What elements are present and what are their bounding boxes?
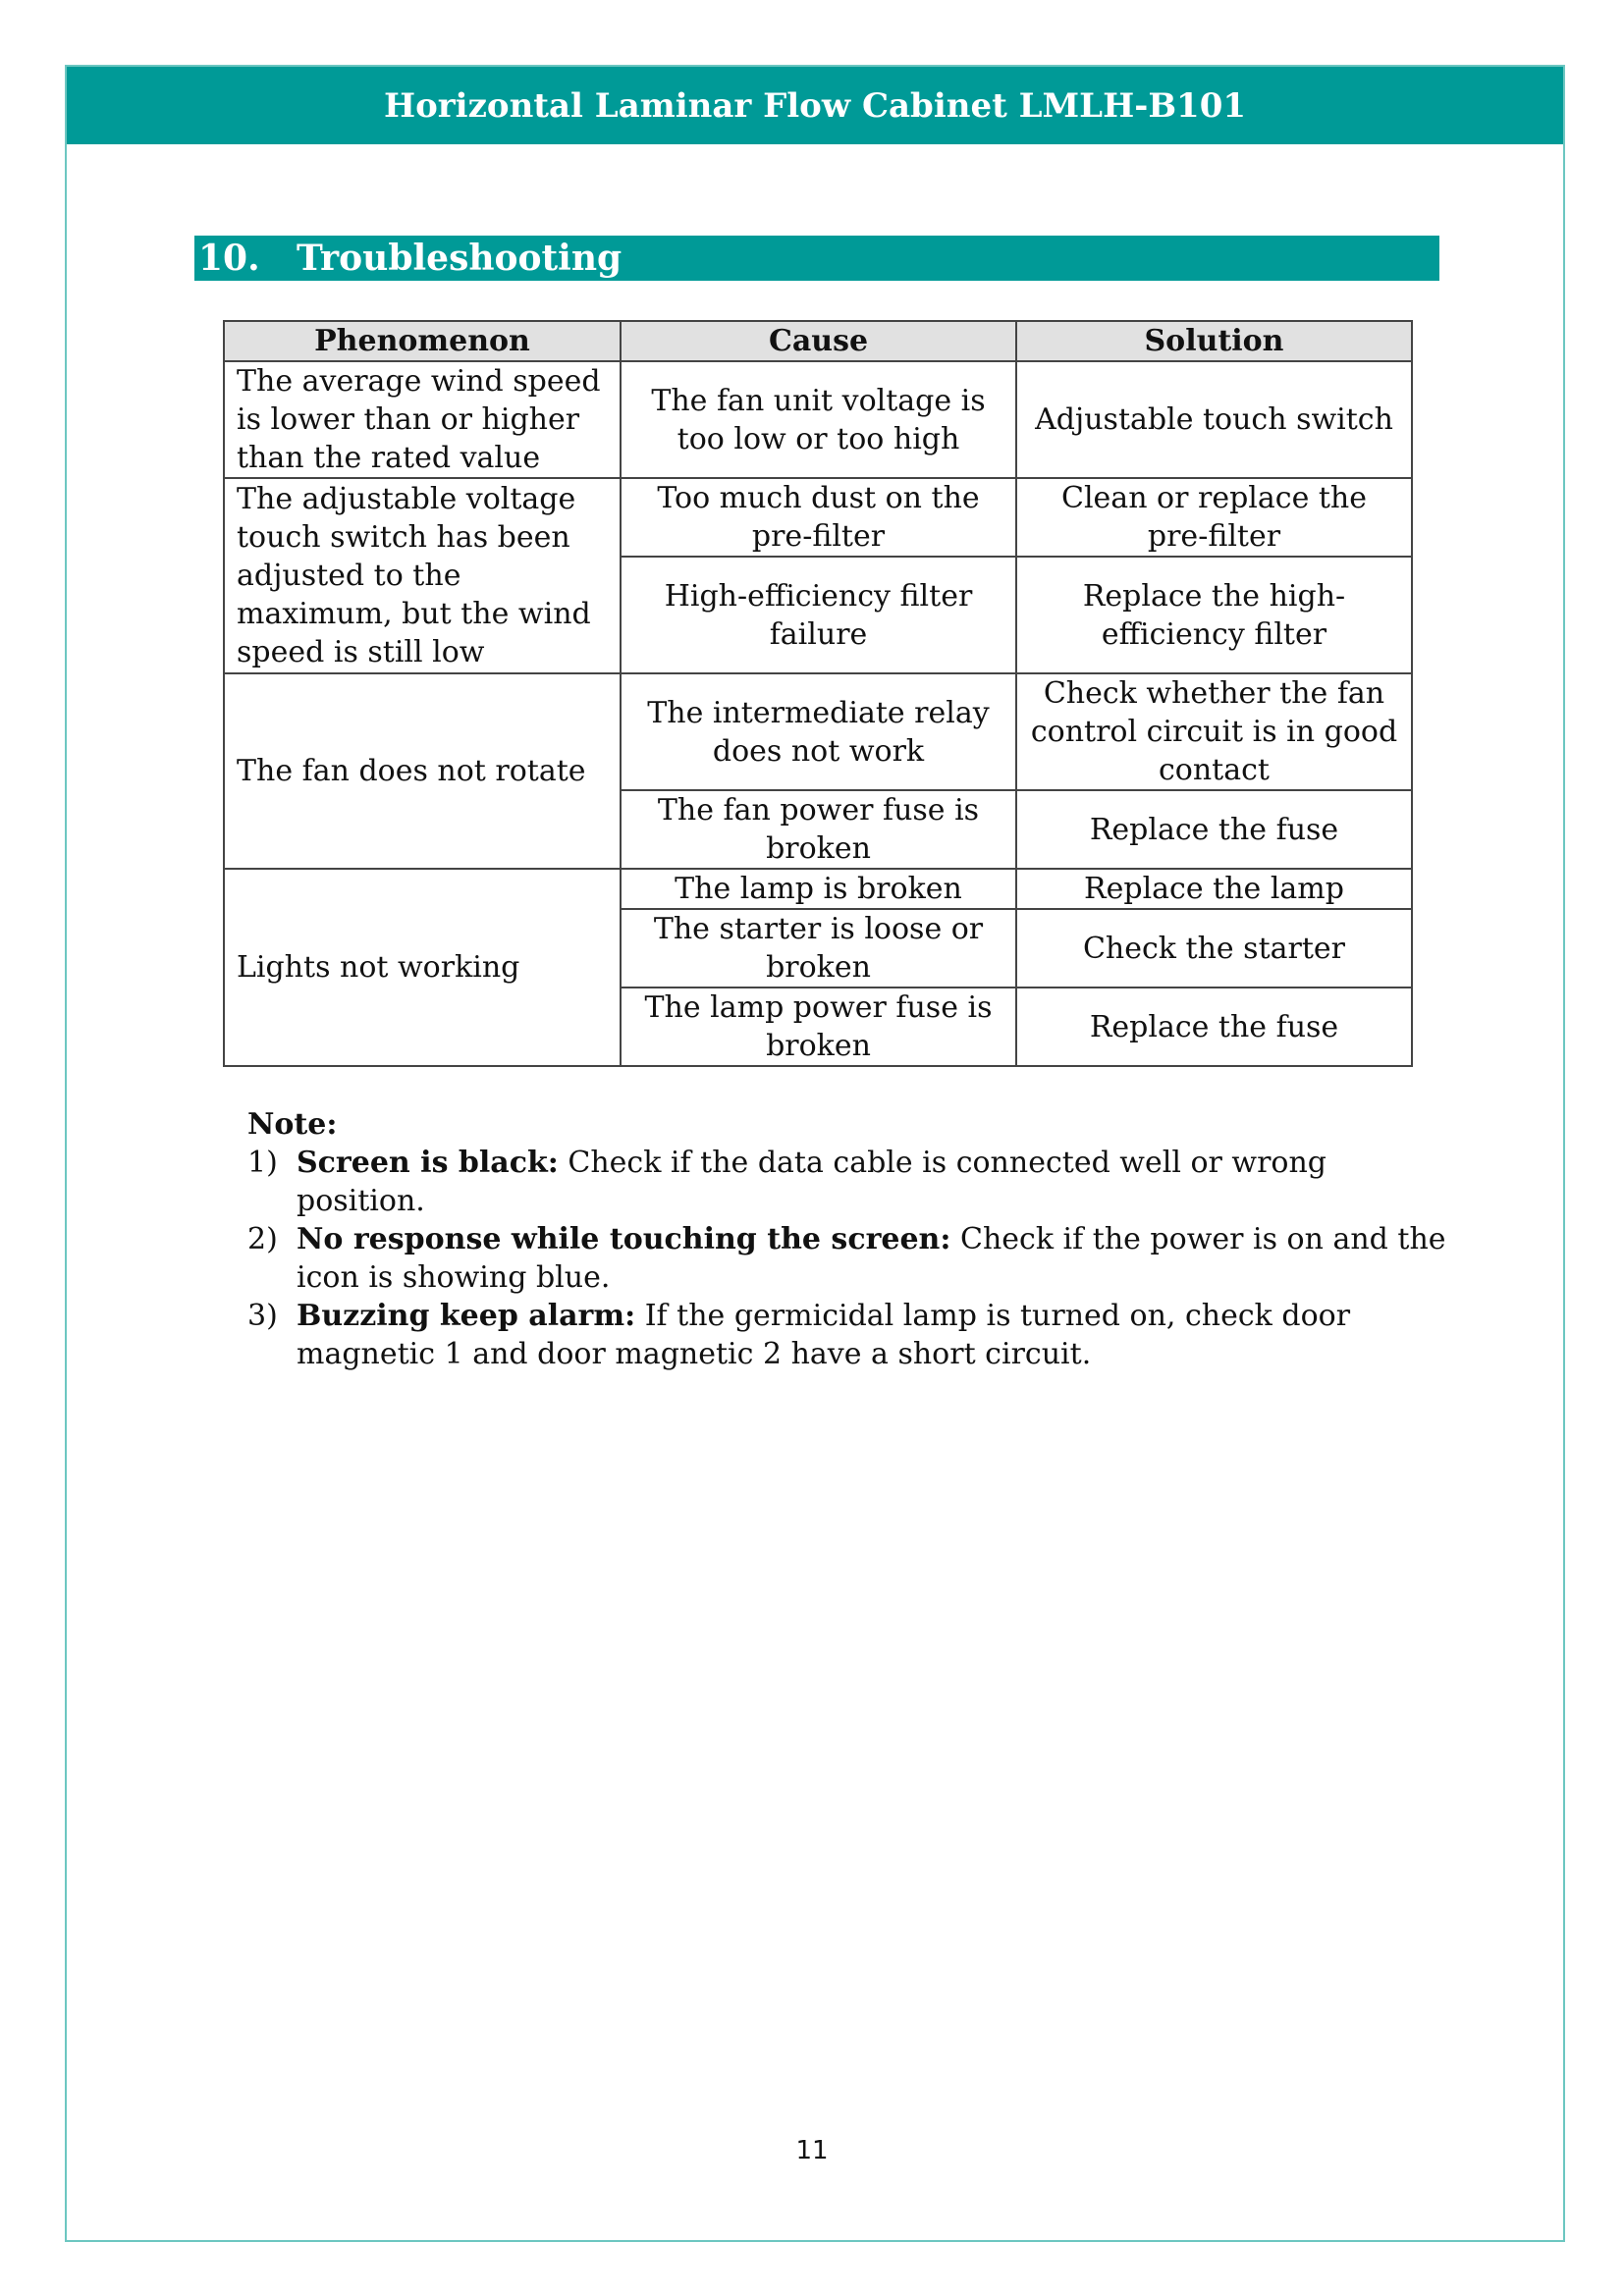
notes-title: Note: [247,1107,338,1142]
note-text [297,1144,1455,1220]
cause-cell: The starter is loose or broken [621,909,1016,988]
table-header-row [224,321,1412,361]
column-header-cause: Cause [621,321,1016,361]
section-number: 10. [198,238,260,279]
note-body: Check if the data cable is connected well or wrong position. [297,1146,1327,1218]
cause-cell: The lamp power fuse is broken [621,988,1016,1066]
column-header-solution: Solution [1016,321,1412,361]
cause-cell: High-efficiency filter failure [621,557,1016,673]
notes-list [247,1144,1455,1373]
note-text [297,1297,1455,1373]
column-header-phenomenon: Phenomenon [224,321,621,361]
section-heading [194,236,1439,281]
note-label: No response while touching the screen: [297,1222,951,1256]
note-label: Buzzing keep alarm: [297,1299,636,1333]
phenomenon-cell: The adjustable voltage touch switch has been adjusted to the maximum, but the wind speed is still low [224,478,621,673]
phenomenon-cell: The average wind speed is lower than or higher than the rated value [224,361,621,478]
solution-cell: Replace the fuse [1016,988,1412,1066]
cause-cell: The fan unit voltage is too low or too high [621,361,1016,478]
solution-cell: Replace the fuse [1016,790,1412,869]
section-title: Troubleshooting [297,238,623,279]
cause-cell: Too much dust on the pre-filter [621,478,1016,557]
phenomenon-cell: The fan does not rotate [224,673,621,869]
cause-cell: The intermediate relay does not work [621,673,1016,790]
solution-cell: Adjustable touch switch [1016,361,1412,478]
notes-section [247,1105,1455,1373]
solution-cell: Clean or replace the pre-filter [1016,478,1412,557]
cause-cell: The lamp is broken [621,869,1016,909]
note-label: Screen is black: [297,1146,559,1180]
table-row [224,478,1412,557]
list-item [247,1144,1455,1220]
page-header [67,67,1563,144]
list-item [247,1297,1455,1373]
note-index: 1) [247,1146,278,1180]
solution-cell: Replace the high-efficiency filter [1016,557,1412,673]
troubleshooting-table [223,320,1413,1067]
note-index: 2) [247,1222,278,1256]
table-row [224,673,1412,790]
solution-cell: Replace the lamp [1016,869,1412,909]
solution-cell: Check the starter [1016,909,1412,988]
header-title: Horizontal Laminar Flow Cabinet LMLH-B101 [383,85,1247,126]
phenomenon-cell: Lights not working [224,869,621,1066]
note-body: If the germicidal lamp is turned on, check door magnetic 1 and door magnetic 2 have a short circuit. [297,1299,1351,1371]
cause-cell: The fan power fuse is broken [621,790,1016,869]
solution-cell: Check whether the fan control circuit is in good contact [1016,673,1412,790]
table-row [224,869,1412,909]
note-body: Check if the power is on and the icon is showing blue. [297,1222,1446,1295]
note-index: 3) [247,1299,278,1333]
note-text [297,1220,1455,1297]
list-item [247,1220,1455,1297]
page-number: 11 [795,2136,829,2165]
table-row [224,361,1412,478]
